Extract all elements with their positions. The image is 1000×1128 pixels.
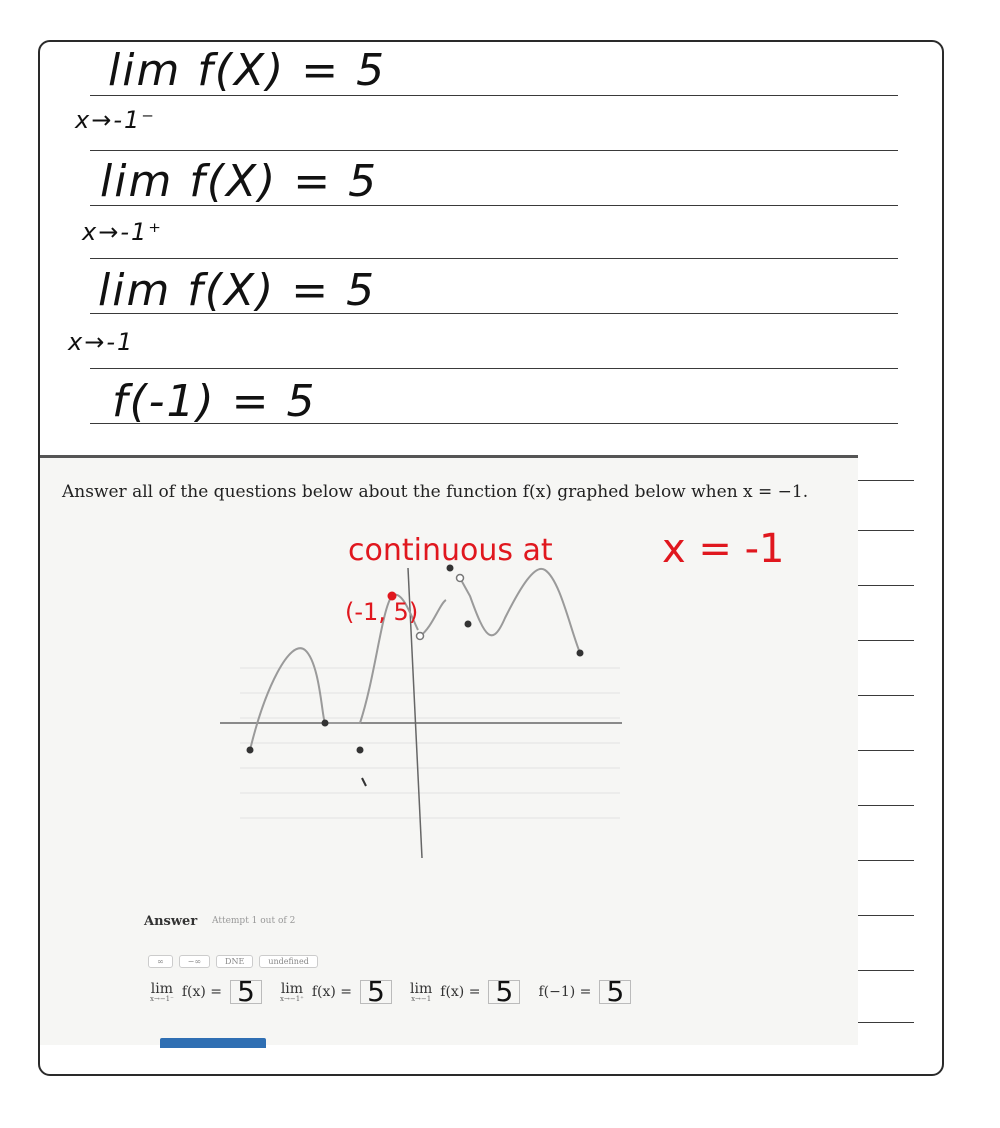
infinity-button[interactable]: ∞ (148, 955, 173, 968)
ruled-line (858, 585, 914, 586)
graph-point (357, 747, 364, 754)
right-limit-label: lim x→−1⁺ (280, 980, 304, 1003)
answer-label: Answer (144, 914, 198, 929)
left-limit-label: lim x→−1⁻ (150, 980, 174, 1003)
right-limit-input[interactable]: 5 (360, 980, 392, 1004)
ruled-line (858, 915, 914, 916)
graph-point (322, 720, 329, 727)
function-graph (40, 518, 858, 938)
undefined-button[interactable]: undefined (259, 955, 318, 968)
ruled-line (858, 530, 914, 531)
dne-button[interactable]: DNE (216, 955, 253, 968)
graph-point (247, 747, 254, 754)
graph-point (457, 575, 464, 582)
continuous-x-annotation: x = -1 (662, 526, 785, 572)
problem-screenshot (40, 455, 858, 1045)
ruled-line (858, 1022, 914, 1023)
graph-grid (240, 668, 620, 818)
ruled-line (858, 970, 914, 971)
answer-fields-row (150, 975, 631, 1008)
left-limit-input[interactable]: 5 (230, 980, 262, 1004)
handwritten-right-limit: lim f(X) = 5 (100, 156, 379, 207)
ruled-line (858, 750, 914, 751)
fx-text: f(x) = (311, 984, 353, 1000)
submit-button[interactable] (160, 1038, 266, 1048)
answer-button-row (148, 955, 318, 968)
handwritten-two-sided-limit: lim f(X) = 5 (98, 265, 377, 316)
annotation-arrow (362, 778, 366, 786)
handwritten-two-sided-limit-sub: x→-1 (68, 328, 135, 356)
point-annotation: (-1, 5) (345, 598, 419, 626)
ruled-line (858, 480, 914, 481)
attempt-note: Attempt 1 out of 2 (212, 916, 296, 926)
fx-text: f(x) = (440, 984, 481, 1000)
graph-point (465, 621, 472, 628)
fx-text: f(x) = (181, 984, 223, 1000)
ruled-line (858, 695, 914, 696)
ruled-line (858, 805, 914, 806)
ruled-line (858, 860, 914, 861)
ruled-line (90, 368, 898, 369)
handwritten-right-limit-sub: x→-1⁺ (82, 218, 163, 246)
handwritten-function-value: f(-1) = 5 (112, 376, 317, 427)
ruled-line (90, 150, 898, 151)
function-value-label: f(−1) = (538, 984, 592, 1000)
handwritten-left-limit-sub: x→-1⁻ (75, 106, 156, 134)
continuous-annotation: continuous at (348, 533, 553, 568)
graph-point (417, 633, 424, 640)
problem-prompt: Answer all of the questions below about the function f(x) graphed below when x = −1. (62, 482, 809, 502)
function-value-input[interactable]: 5 (599, 980, 631, 1004)
ruled-line (858, 640, 914, 641)
two-sided-limit-input[interactable]: 5 (488, 980, 520, 1004)
negative-infinity-button[interactable]: −∞ (179, 955, 210, 968)
two-sided-limit-label: lim x→−1 (410, 980, 433, 1003)
handwritten-left-limit: lim f(X) = 5 (108, 45, 387, 96)
ruled-line (90, 258, 898, 259)
graph-point (577, 650, 584, 657)
